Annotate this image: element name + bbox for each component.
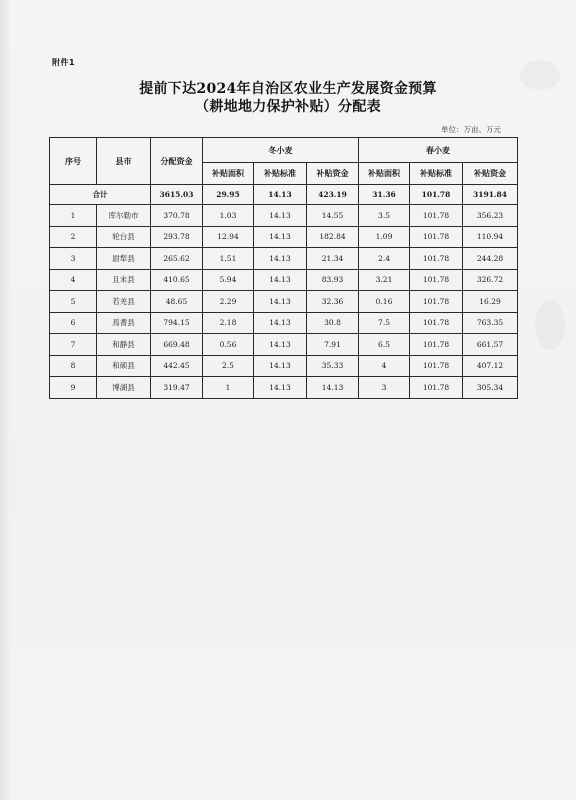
row-spring-subsidy: 407.12: [463, 355, 518, 377]
table-row: [50, 248, 518, 270]
row-winter-subsidy: 182.84: [307, 226, 359, 248]
row-county: 尉犁县: [97, 248, 151, 270]
row-county: 焉耆县: [97, 312, 151, 334]
row-seq: 6: [50, 312, 97, 334]
row-seq: 2: [50, 226, 97, 248]
row-seq: 3: [50, 248, 97, 270]
row-funds: 669.48: [151, 334, 203, 356]
row-winter-subsidy: 7.91: [307, 334, 359, 356]
row-spring-standard: 101.78: [410, 248, 463, 270]
row-spring-area: 6.5: [359, 334, 410, 356]
row-winter-standard: 14.13: [254, 248, 307, 270]
row-county: 且末县: [97, 269, 151, 291]
row-spring-standard: 101.78: [410, 269, 463, 291]
total-row: [50, 185, 518, 205]
row-spring-area: 7.5: [359, 312, 410, 334]
row-spring-standard: 101.78: [410, 355, 463, 377]
unit-note: 单位：万亩、万元: [441, 125, 501, 134]
row-winter-area: 1.03: [203, 205, 254, 227]
row-funds: 293.78: [151, 226, 203, 248]
document-title: 提前下达2024年自治区农业生产发展资金预算: [139, 81, 437, 97]
table-row: [50, 334, 518, 356]
row-winter-subsidy: 21.34: [307, 248, 359, 270]
total-winter-standard: 14.13: [254, 185, 307, 205]
total-spring-subsidy: 3191.84: [463, 185, 518, 205]
row-county: 和静县: [97, 334, 151, 356]
table-row: [50, 355, 518, 377]
table-row: [50, 291, 518, 313]
row-county: 轮台县: [97, 226, 151, 248]
row-winter-standard: 14.13: [254, 269, 307, 291]
row-winter-area: 12.94: [203, 226, 254, 248]
row-seq: 9: [50, 377, 97, 399]
row-spring-standard: 101.78: [410, 291, 463, 313]
row-spring-subsidy: 661.57: [463, 334, 518, 356]
header-spring-area: 补贴面积: [359, 163, 410, 185]
row-county: 和硕县: [97, 355, 151, 377]
row-seq: 4: [50, 269, 97, 291]
row-spring-area: 2.4: [359, 248, 410, 270]
row-seq: 1: [50, 205, 97, 227]
document-subtitle: （耕地地力保护补贴）分配表: [195, 99, 381, 115]
header-spring-subsidy: 补贴资金: [463, 163, 518, 185]
header-funds: 分配资金: [151, 138, 203, 185]
row-winter-subsidy: 14.55: [307, 205, 359, 227]
table-row: [50, 377, 518, 399]
row-winter-standard: 14.13: [254, 355, 307, 377]
row-spring-subsidy: 305.34: [463, 377, 518, 399]
row-funds: 442.45: [151, 355, 203, 377]
total-label: 合计: [50, 185, 151, 205]
row-county: 库尔勒市: [97, 205, 151, 227]
header-spring-standard: 补贴标准: [410, 163, 463, 185]
allocation-table: [49, 137, 518, 399]
total-winter-subsidy: 423.19: [307, 185, 359, 205]
row-winter-standard: 14.13: [254, 334, 307, 356]
row-spring-standard: 101.78: [410, 377, 463, 399]
total-winter-area: 29.95: [203, 185, 254, 205]
row-winter-area: 1.51: [203, 248, 254, 270]
table-row: [50, 312, 518, 334]
row-winter-standard: 14.13: [254, 205, 307, 227]
row-spring-area: 3.5: [359, 205, 410, 227]
header-spring-wheat: 春小麦: [359, 138, 518, 163]
row-winter-subsidy: 30.8: [307, 312, 359, 334]
row-spring-subsidy: 16.29: [463, 291, 518, 313]
row-spring-subsidy: 110.94: [463, 226, 518, 248]
row-spring-area: 1.09: [359, 226, 410, 248]
total-funds: 3615.03: [151, 185, 203, 205]
row-winter-area: 5.94: [203, 269, 254, 291]
row-county: 若羌县: [97, 291, 151, 313]
row-funds: 794.15: [151, 312, 203, 334]
row-spring-standard: 101.78: [410, 334, 463, 356]
total-spring-area: 31.36: [359, 185, 410, 205]
total-spring-standard: 101.78: [410, 185, 463, 205]
row-spring-subsidy: 763.35: [463, 312, 518, 334]
row-spring-standard: 101.78: [410, 205, 463, 227]
row-winter-standard: 14.13: [254, 226, 307, 248]
attachment-label: 附件1: [52, 58, 76, 67]
row-spring-area: 4: [359, 355, 410, 377]
row-winter-area: 2.5: [203, 355, 254, 377]
table-row: [50, 226, 518, 248]
header-winter-area: 补贴面积: [203, 163, 254, 185]
row-winter-area: 2.18: [203, 312, 254, 334]
row-spring-area: 3: [359, 377, 410, 399]
row-winter-standard: 14.13: [254, 377, 307, 399]
row-spring-standard: 101.78: [410, 312, 463, 334]
row-seq: 7: [50, 334, 97, 356]
header-winter-wheat: 冬小麦: [203, 138, 359, 163]
row-funds: 48.65: [151, 291, 203, 313]
header-county: 县市: [97, 138, 151, 185]
row-funds: 410.65: [151, 269, 203, 291]
row-seq: 5: [50, 291, 97, 313]
header-row: [50, 138, 518, 163]
row-spring-subsidy: 326.72: [463, 269, 518, 291]
header-winter-standard: 补贴标准: [254, 163, 307, 185]
row-winter-standard: 14.13: [254, 291, 307, 313]
row-winter-subsidy: 35.33: [307, 355, 359, 377]
row-county: 博湖县: [97, 377, 151, 399]
table-row: [50, 205, 518, 227]
scan-edge-shadow: [0, 0, 10, 800]
row-funds: 319.47: [151, 377, 203, 399]
row-spring-subsidy: 244.28: [463, 248, 518, 270]
row-winter-area: 2.29: [203, 291, 254, 313]
row-spring-area: 0.16: [359, 291, 410, 313]
header-winter-subsidy: 补贴资金: [307, 163, 359, 185]
header-seq: 序号: [50, 138, 97, 185]
row-spring-area: 3.21: [359, 269, 410, 291]
row-winter-standard: 14.13: [254, 312, 307, 334]
row-seq: 8: [50, 355, 97, 377]
row-spring-subsidy: 356.23: [463, 205, 518, 227]
row-winter-area: 0.56: [203, 334, 254, 356]
row-funds: 265.62: [151, 248, 203, 270]
row-winter-subsidy: 83.93: [307, 269, 359, 291]
table-row: [50, 269, 518, 291]
row-winter-subsidy: 32.36: [307, 291, 359, 313]
row-winter-area: 1: [203, 377, 254, 399]
row-funds: 370.78: [151, 205, 203, 227]
row-spring-standard: 101.78: [410, 226, 463, 248]
row-winter-subsidy: 14.13: [307, 377, 359, 399]
scan-smudge: [535, 300, 565, 350]
